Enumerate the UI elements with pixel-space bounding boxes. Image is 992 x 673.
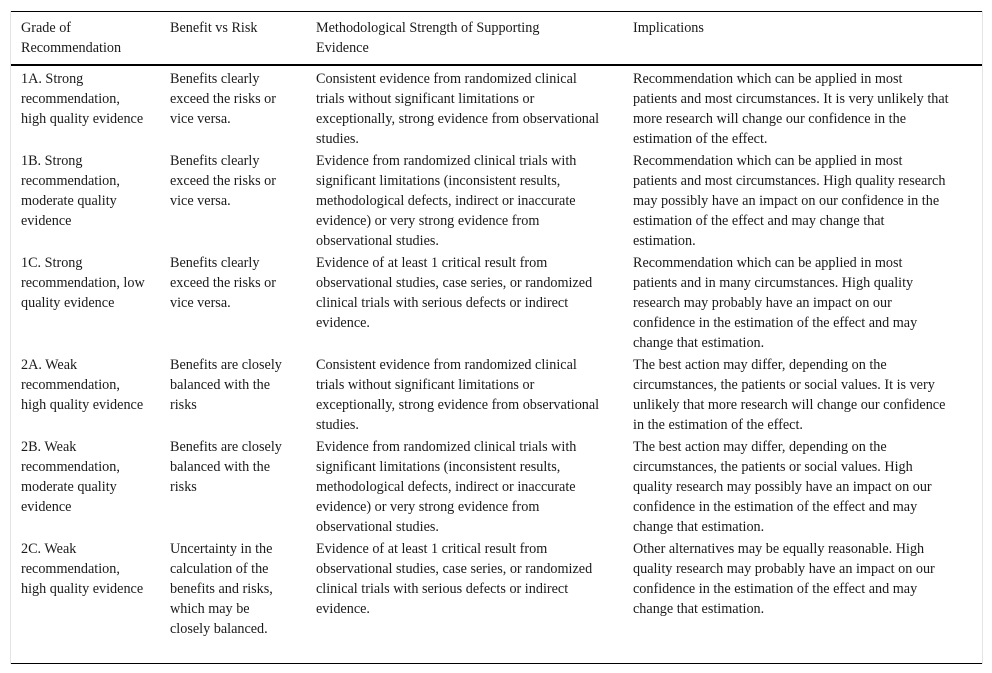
cell-implications: Recommendation which can be applied in most patients and most circumstances. High quality research may possibly have an impact on our confidence in the estimation of the effect and may change that estimation.	[633, 153, 946, 249]
table-header	[11, 12, 982, 66]
cell-methodological-strength: Consistent evidence from randomized clinical trials without significant limitations or exceptionally, strong evidence from observational studies.	[316, 71, 600, 147]
cell-benefit-vs-risk: Benefits are closely balanced with the risks	[170, 357, 282, 413]
header-methodological-strength: Methodological Strength of Supporting Evidence	[316, 20, 540, 56]
cell-benefit-vs-risk: Uncertainty in the calculation of the benefits and risks, which may be closely balanced.	[170, 541, 273, 637]
table-row	[11, 537, 982, 663]
header-row	[11, 12, 982, 66]
table-row	[11, 353, 982, 435]
cell-grade: 2B. Weak recommendation, moderate quality evidence	[21, 439, 120, 515]
cell-benefit-vs-risk: Benefits clearly exceed the risks or vice versa.	[170, 153, 276, 209]
cell-grade: 1C. Strong recommendation, low quality evidence	[21, 255, 145, 311]
header-grade: Grade of Recommendation	[21, 20, 122, 56]
header-benefit-vs-risk: Benefit vs Risk	[170, 20, 258, 36]
table-body	[11, 65, 982, 663]
cell-implications: Recommendation which can be applied in most patients and most circumstances. It is very unlikely that more research will change our confidence in the estimation of the effect.	[633, 71, 949, 147]
table-row	[11, 65, 982, 149]
table-row	[11, 149, 982, 251]
cell-implications: The best action may differ, depending on the circumstances, the patients or social values. High quality research may possibly have an impact on our confidence in the estimation of the effect and may change that estimation.	[633, 439, 932, 535]
cell-methodological-strength: Evidence of at least 1 critical result from observational studies, case series, or randomized clinical trials with serious defects or indirect evidence.	[316, 255, 593, 331]
cell-implications: Recommendation which can be applied in most patients and in many circumstances. High quality research may probably have an impact on our confidence in the estimation of the effect and may change that estimation.	[633, 255, 918, 351]
cell-methodological-strength: Evidence from randomized clinical trials with significant limitations (inconsistent results, methodological defects, indirect or inaccurate evidence) or very strong evidence from observational studies.	[316, 153, 577, 249]
table-row	[11, 435, 982, 537]
cell-grade: 1B. Strong recommendation, moderate quality evidence	[21, 153, 120, 229]
header-implications: Implications	[633, 20, 704, 36]
cell-benefit-vs-risk: Benefits clearly exceed the risks or vice versa.	[170, 71, 276, 127]
cell-grade: 2C. Weak recommendation, high quality evidence	[21, 541, 144, 597]
cell-implications: Other alternatives may be equally reasonable. High quality research may probably have an impact on our confidence in the estimation of the effect and may change that estimation.	[633, 541, 935, 617]
cell-methodological-strength: Evidence from randomized clinical trials with significant limitations (inconsistent results, methodological defects, indirect or inaccurate evidence) or very strong evidence from observational studies.	[316, 439, 577, 535]
grade-of-recommendation-table	[10, 11, 983, 664]
cell-implications: The best action may differ, depending on the circumstances, the patients or social values. It is very unlikely that more research will change our confidence in the estimation of the effect.	[633, 357, 946, 433]
cell-methodological-strength: Consistent evidence from randomized clinical trials without significant limitations or exceptionally, strong evidence from observational studies.	[316, 357, 600, 433]
cell-grade: 2A. Weak recommendation, high quality evidence	[21, 357, 144, 413]
cell-grade: 1A. Strong recommendation, high quality evidence	[21, 71, 144, 127]
table-row	[11, 251, 982, 353]
recommendation-table	[11, 11, 982, 664]
cell-benefit-vs-risk: Benefits are closely balanced with the risks	[170, 439, 282, 495]
cell-methodological-strength: Evidence of at least 1 critical result from observational studies, case series, or randomized clinical trials with serious defects or indirect evidence.	[316, 541, 593, 617]
cell-benefit-vs-risk: Benefits clearly exceed the risks or vice versa.	[170, 255, 276, 311]
